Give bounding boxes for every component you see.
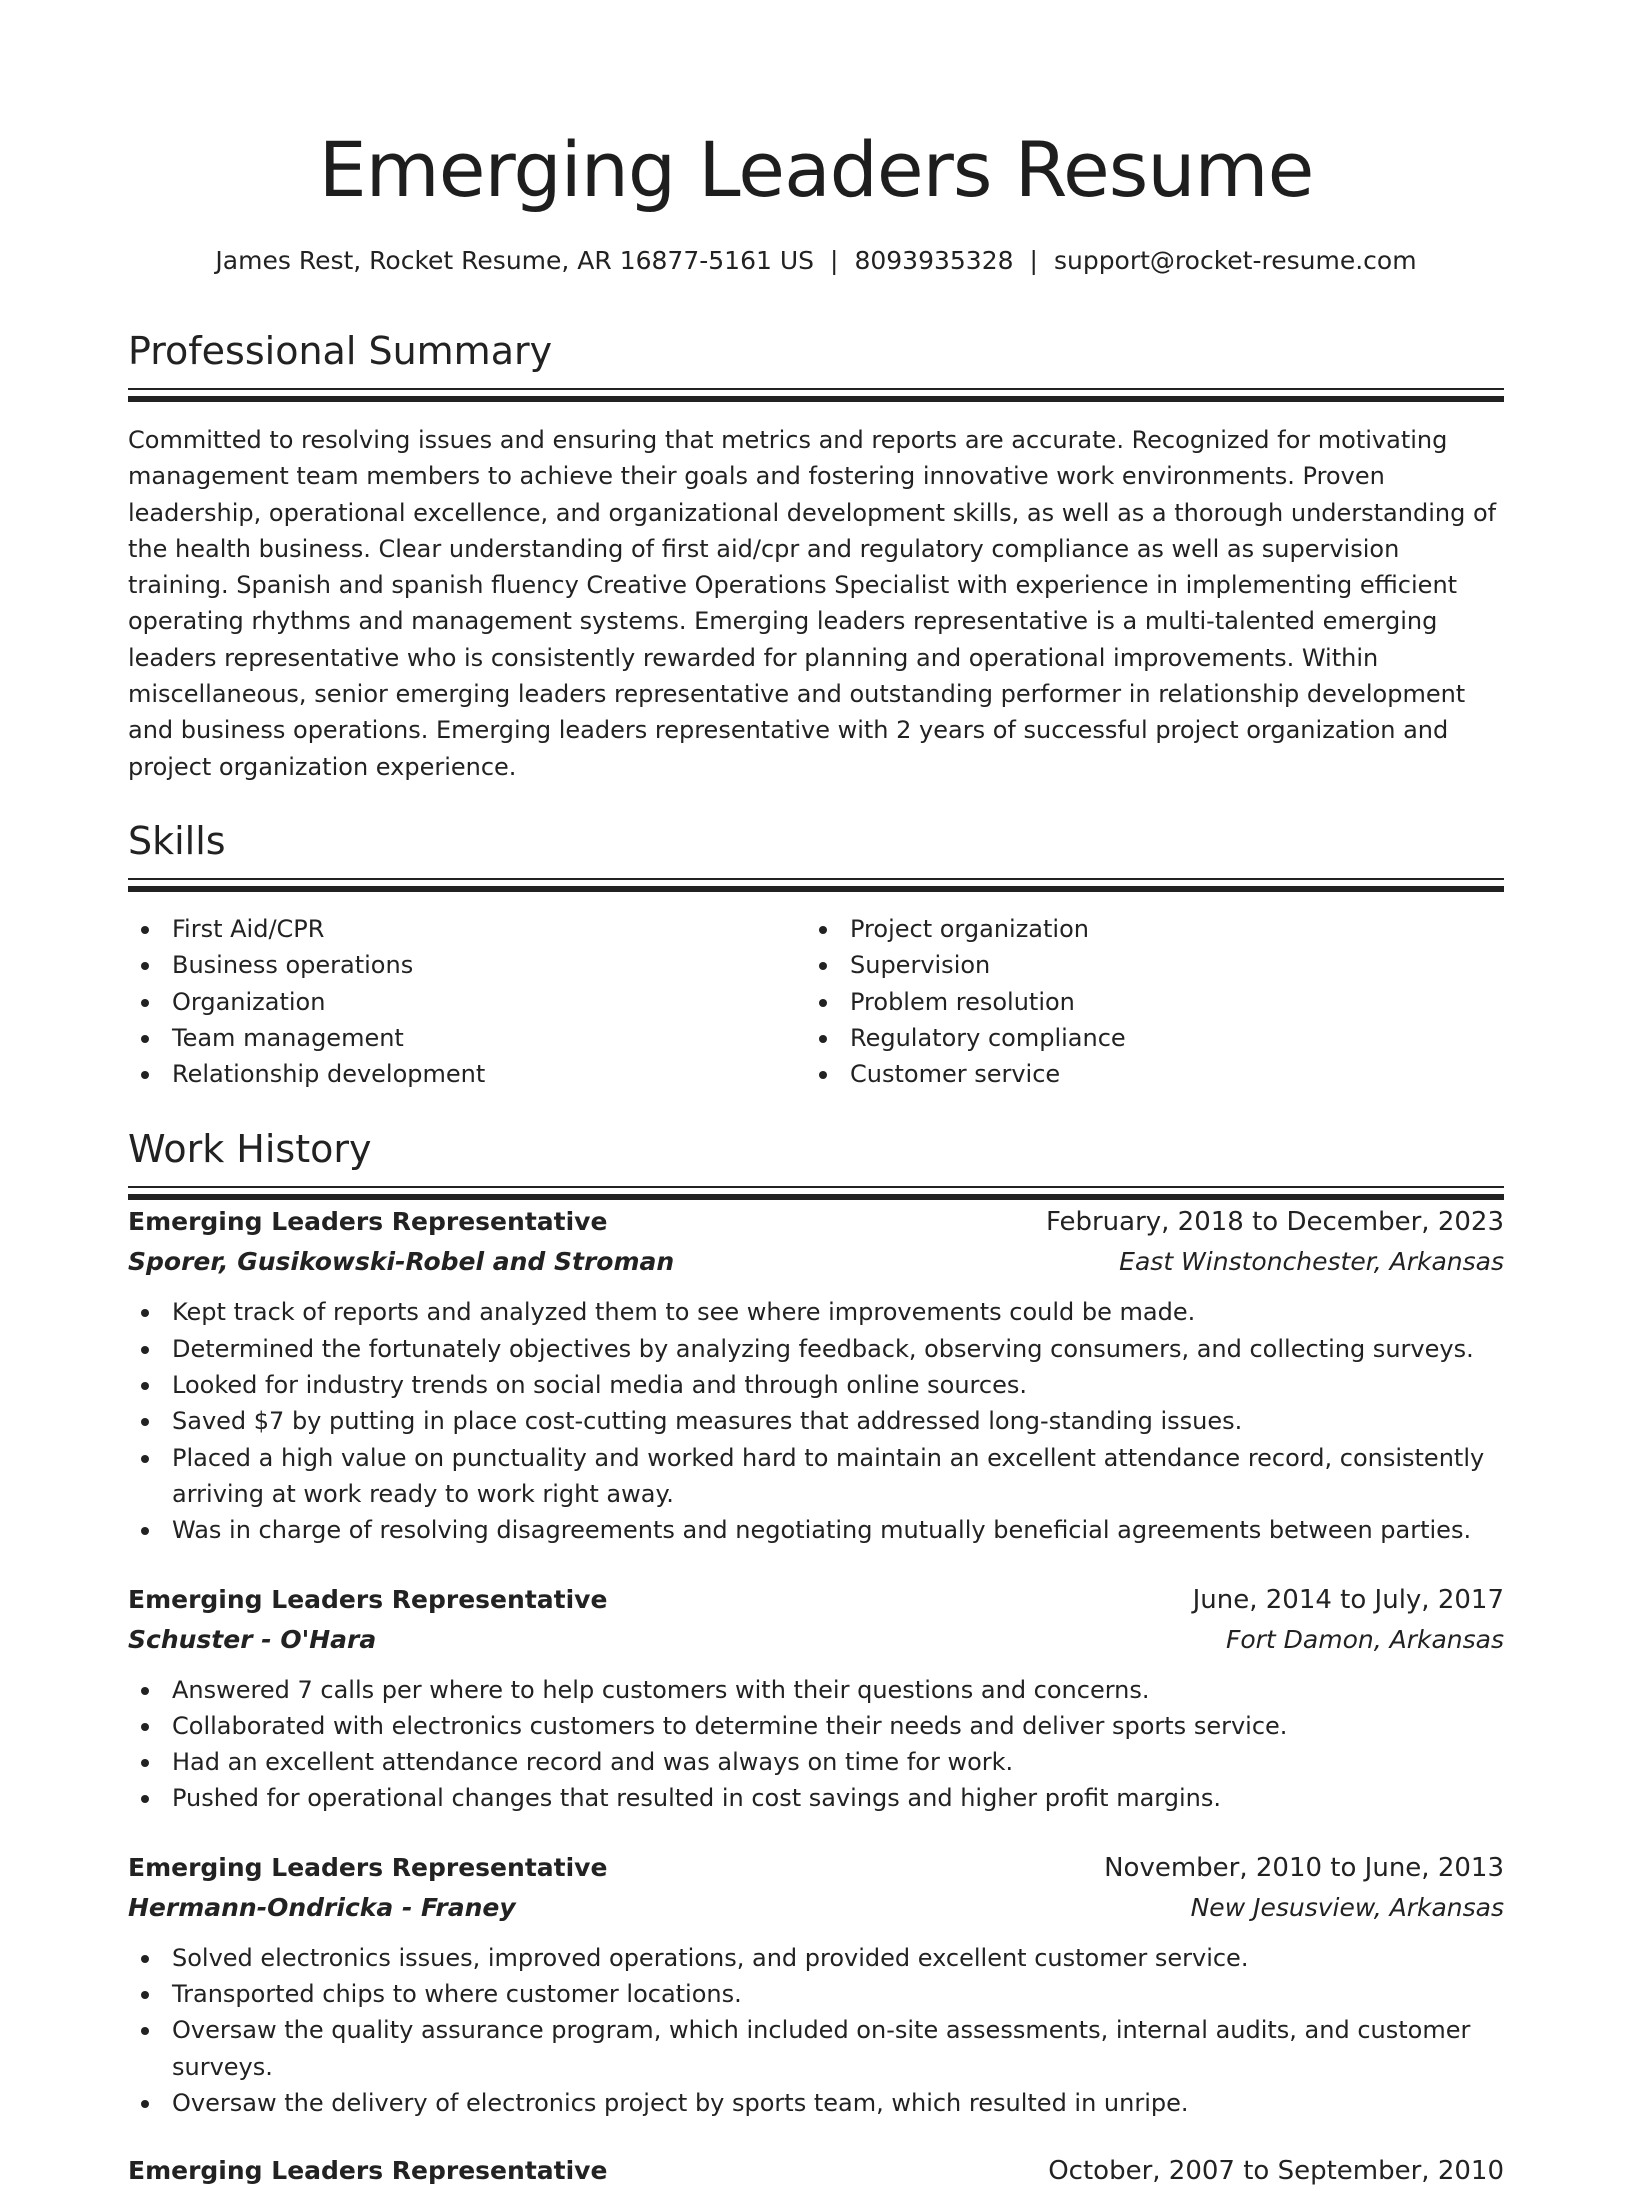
job-location: Fort Damon, Arkansas: [1225, 1624, 1504, 1654]
skills-section: [128, 816, 1504, 1092]
skill-item: Team management: [128, 1020, 806, 1056]
job-company: Schuster - O'Hara: [128, 1624, 377, 1654]
contact-separator: |: [830, 246, 839, 275]
job-bullet: Oversaw the quality assurance program, which included on-site assessments, internal audits, and customer surveys.: [128, 2012, 1504, 2085]
job-company: Hermann-Ondricka - Franey: [128, 1892, 516, 1922]
skill-item: Customer service: [806, 1056, 1484, 1092]
job-bullets: [128, 1294, 1504, 1548]
contact-address: James Rest, Rocket Resume, AR 16877-5161 US: [215, 246, 815, 275]
job-bullet: Saved $7 by putting in place cost-cutting measures that addressed long-standing issues.: [128, 1403, 1504, 1439]
skills-column-right: [806, 911, 1484, 1092]
job-title: Emerging Leaders Representative: [128, 2156, 608, 2186]
professional-summary-section: [128, 326, 1504, 785]
skill-item: Relationship development: [128, 1056, 806, 1092]
job-bullet: Placed a high value on punctuality and worked hard to maintain an excellent attendance record, consistently arriving at work ready to work right away.: [128, 1440, 1504, 1513]
contact-phone: 8093935328: [854, 246, 1014, 275]
contact-email: support@rocket-resume.com: [1053, 246, 1417, 275]
contact-separator: |: [1029, 246, 1038, 275]
section-divider: [128, 1186, 1504, 1188]
job-bullets: [128, 1940, 1504, 2121]
job-entry: [128, 1848, 1504, 2121]
job-location: East Winstonchester, Arkansas: [1119, 1247, 1504, 1277]
job-company-row: [128, 1888, 1504, 1928]
resume-title: Emerging Leaders Resume: [318, 125, 1314, 214]
skill-item: Business operations: [128, 947, 806, 983]
job-bullet: Was in charge of resolving disagreements and negotiating mutually beneficial agreements between parties.: [128, 1512, 1504, 1548]
skill-item: Organization: [128, 984, 806, 1020]
job-header-row: [128, 1580, 1504, 1620]
job-location: New Jesusview, Arkansas: [1190, 1892, 1504, 1922]
job-bullet: Kept track of reports and analyzed them to see where improvements could be made.: [128, 1294, 1504, 1330]
job-header-row: [128, 1202, 1504, 1242]
job-header-row: [128, 1848, 1504, 1888]
work-history-section: [128, 1124, 1504, 2191]
job-bullet: Oversaw the delivery of electronics project by sports team, which resulted in unripe.: [128, 2085, 1504, 2121]
job-dates: October, 2007 to September, 2010: [1048, 2156, 1504, 2187]
summary-paragraph: Committed to resolving issues and ensuring that metrics and reports are accurate. Recognized for motivating management team members to achieve their goals and fostering innovative work environments. Proven leadership, operational excellence, and organizational development skills, as well as a thorough understanding of the health business. Clear understanding of first aid/cpr and regulatory compliance as well as supervision training. Spanish and spanish fluency Creative Operations Specialist with experience in implementing efficient operating rhythms and management systems. Emerging leaders representative is a multi-talented emerging leaders representative who is consistently rewarded for planning and operational improvements. Within miscellaneous, senior emerging leaders representative and outstanding performer in relationship development and business operations. Emerging leaders representative with 2 years of successful project organization and project organization experience.: [128, 426, 1497, 781]
job-bullets: [128, 1672, 1504, 1817]
job-bullet: Determined the fortunately objectives by analyzing feedback, observing consumers, and collecting surveys.: [128, 1331, 1504, 1367]
skill-item: Project organization: [806, 911, 1484, 947]
job-bullet: Collaborated with electronics customers to determine their needs and deliver sports service.: [128, 1708, 1504, 1744]
job-title: Emerging Leaders Representative: [128, 1207, 608, 1237]
contact-line: [128, 244, 1504, 278]
job-dates: November, 2010 to June, 2013: [1104, 1852, 1504, 1883]
job-company: Sporer, Gusikowski-Robel and Stroman: [128, 1247, 675, 1277]
skills-column-left: [128, 911, 806, 1092]
job-entry: [128, 1202, 1504, 1548]
job-entry: [128, 2151, 1504, 2191]
job-bullet: Transported chips to where customer locations.: [128, 1976, 1504, 2012]
skill-item: Problem resolution: [806, 984, 1484, 1020]
skill-item: Regulatory compliance: [806, 1020, 1484, 1056]
section-divider: [128, 388, 1504, 390]
job-dates: February, 2018 to December, 2023: [1045, 1207, 1504, 1238]
job-bullet: Had an excellent attendance record and was always on time for work.: [128, 1744, 1504, 1780]
section-heading: Skills: [128, 818, 226, 863]
job-bullet: Answered 7 calls per where to help customers with their questions and concerns.: [128, 1672, 1504, 1708]
skill-item: Supervision: [806, 947, 1484, 983]
job-bullet: Solved electronics issues, improved operations, and provided excellent customer service.: [128, 1940, 1504, 1976]
job-company-row: [128, 1242, 1504, 1282]
job-entry: [128, 1580, 1504, 1817]
section-divider: [128, 878, 1504, 880]
resume-page: [128, 0, 1504, 2191]
job-bullet: Looked for industry trends on social media and through online sources.: [128, 1367, 1504, 1403]
job-header-row: [128, 2151, 1504, 2191]
job-bullet: Pushed for operational changes that resulted in cost savings and higher profit margins.: [128, 1780, 1504, 1816]
job-title: Emerging Leaders Representative: [128, 1584, 608, 1614]
skills-grid: [128, 911, 1504, 1092]
section-heading: Work History: [128, 1127, 372, 1172]
job-dates: June, 2014 to July, 2017: [1192, 1584, 1504, 1615]
skill-item: First Aid/CPR: [128, 911, 806, 947]
job-company-row: [128, 1620, 1504, 1660]
job-title: Emerging Leaders Representative: [128, 1852, 608, 1882]
section-heading: Professional Summary: [128, 329, 553, 373]
